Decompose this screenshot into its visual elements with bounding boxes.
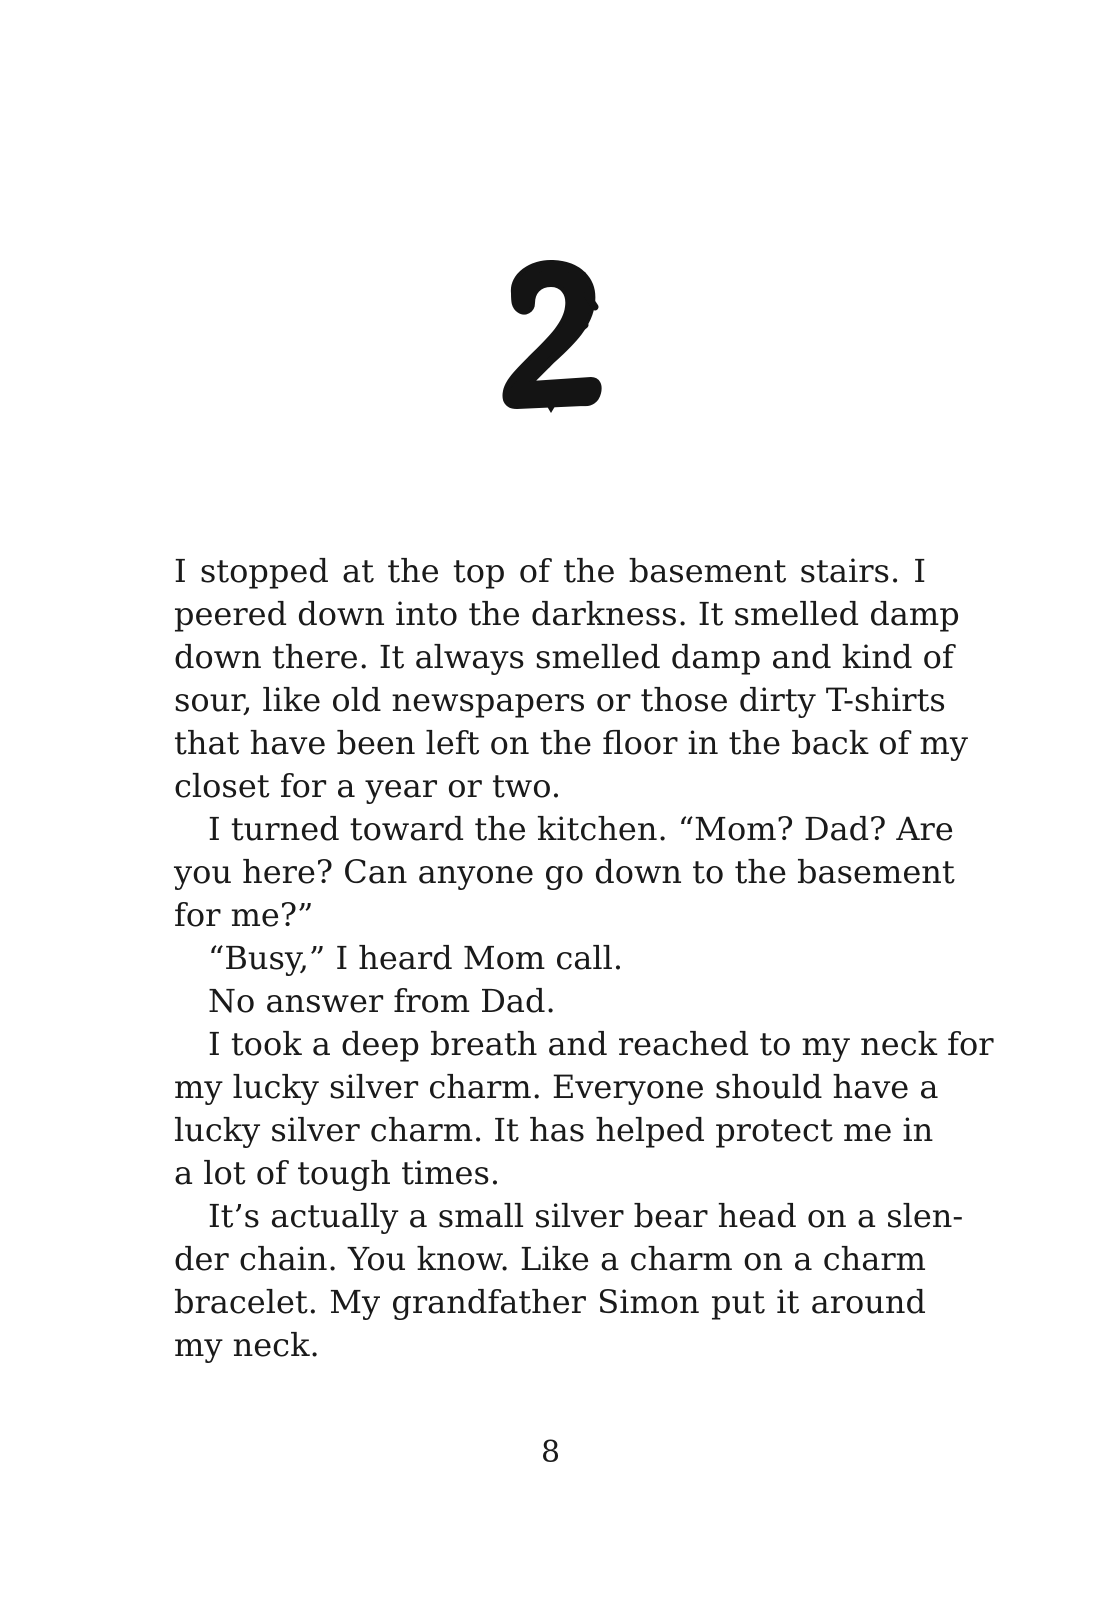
paragraph-line: It’s actually a small silver bear head on a slen- [208,1197,964,1235]
paragraph-line: No answer from Dad. [208,982,556,1020]
paragraph-line: my lucky silver charm. Everyone should have a [174,1068,939,1106]
page-number: 8 [540,1435,561,1470]
paragraph-line: for me?” [174,896,314,934]
paragraph-line: der chain. You know. Like a charm on a charm [174,1240,926,1278]
chapter-body-text [174,550,994,1367]
paragraph-line: peered down into the darkness. It smelled damp [174,595,960,633]
paragraph-line: bracelet. My grandfather Simon put it around [174,1283,926,1321]
paragraph-line: I took a deep breath and reached to my neck for [208,1025,994,1063]
paragraph-line: down there. It always smelled damp and kind of [174,638,954,676]
paragraph-line: closet for a year or two. [174,767,562,805]
paragraph-line: sour, like old newspapers or those dirty T-shirts [174,681,946,719]
chapter-number [495,255,607,415]
paragraph-line: that have been left on the floor in the back of my [174,724,968,762]
paragraph-line: I stopped at the top of the basement stairs. I [174,552,926,590]
paragraph-line: a lot of tough times. [174,1154,501,1192]
paragraph-line: you here? Can anyone go down to the basement [174,853,955,891]
paragraph-line: “Busy,” I heard Mom call. [208,939,624,977]
paragraph-line: my neck. [174,1326,320,1364]
chapter-number-glyph [495,255,607,415]
paragraph-line: lucky silver charm. It has helped protect me in [174,1111,934,1149]
paragraph-line: I turned toward the kitchen. “Mom? Dad? Are [208,810,954,848]
